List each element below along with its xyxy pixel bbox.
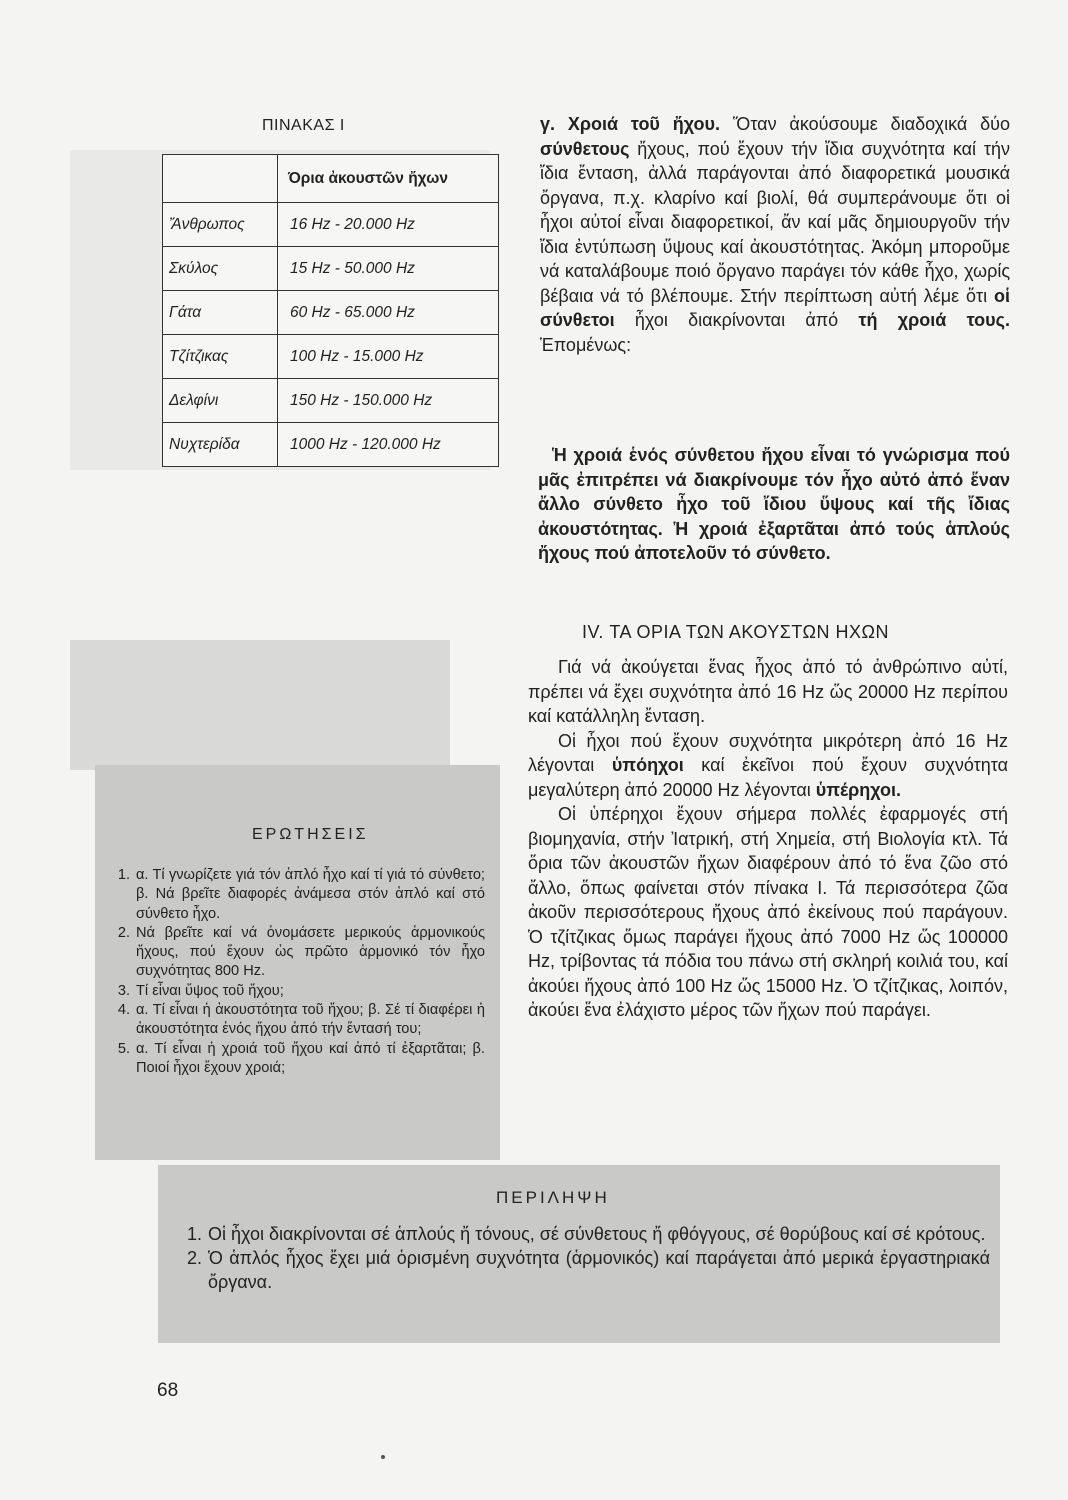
table-row — [163, 291, 499, 335]
item-number: 4. — [117, 1002, 130, 1019]
table-row — [163, 423, 499, 467]
item-text: α. Τί εἶναι ἡ χροιά τοῦ ἤχου καί ἀπό τί ἐξαρτᾶται; β. Ποιοί ἦχοι ἔχουν χροιά; — [136, 1040, 485, 1076]
hearing-limits-table — [162, 154, 499, 467]
animal-cell: Ἄνθρωπος — [163, 203, 278, 247]
page-number: 68 — [157, 1380, 179, 1401]
animal-cell: Σκύλος — [163, 247, 278, 291]
list-item — [160, 1246, 990, 1294]
range-cell: 150 Hz - 150.000 Hz — [278, 379, 499, 423]
bold-term: ὑπόηχοι — [611, 755, 684, 775]
item-number: 5. — [117, 1040, 130, 1057]
bold-term: οἱ σύνθετοι — [540, 285, 1010, 330]
bold-term: τή χροιά τους. — [858, 310, 1010, 330]
item-number: 2. — [186, 1248, 202, 1268]
list-item — [100, 1001, 485, 1040]
text-run: ἦχοι διακρίνονται ἀπό — [614, 310, 859, 330]
item-number: 1. — [186, 1224, 202, 1244]
animal-cell: Νυχτερίδα — [163, 423, 278, 467]
list-item — [160, 1222, 990, 1246]
text-run: Ἑπομένως: — [540, 334, 632, 355]
table-row — [163, 247, 499, 291]
timbre-paragraph — [540, 112, 1010, 357]
hearing-limits-text — [528, 655, 1008, 1023]
list-item — [100, 1040, 485, 1079]
paragraph: Γιά νά ἀκούγεται ἕνας ἦχος ἀπό τό ἀνθρώπινο αὐτί, πρέπει νά ἔχει συχνότητα ἀπό 16 Hz ὥς 20000 Hz περίπου καί κατάλληλη ἔνταση. — [528, 657, 1008, 726]
range-cell: 60 Hz - 65.000 Hz — [278, 291, 499, 335]
table-header-row — [163, 155, 499, 203]
list-item — [100, 982, 485, 1001]
item-number: 2. — [117, 924, 130, 941]
table-row — [163, 379, 499, 423]
item-text: Ὁ ἁπλός ἦχος ἔχει μιά ὁρισμένη συχνότητα (ἁρμονικός) καί παράγεται ἀπό μερικά ἐργαστηριακά ὄργανα. — [208, 1248, 990, 1292]
animal-cell: Δελφίνι — [163, 379, 278, 423]
item-number: 1. — [117, 867, 130, 883]
bold-term: σύνθετους — [540, 138, 630, 159]
timbre-section — [540, 112, 1010, 357]
range-cell: 15 Hz - 50.000 Hz — [278, 247, 499, 291]
timbre-heading: γ. Χροιά τοῦ ἤχου. — [540, 114, 720, 134]
text-run: Ὅταν ἀκούσουμε διαδοχικά δύο — [719, 114, 1010, 134]
table-caption: ΠΙΝΑΚΑΣ Ι — [262, 117, 345, 134]
timbre-definition: Ἡ χροιά ἑνός σύνθετου ἤχου εἶναι τό γνώρισμα πού μᾶς ἐπιτρέπει νά διακρίνουμε τόν ἦχο αὐτό ἀπό ἕναν ἄλλο σύνθετο ἦχο τοῦ ἴδιου ὕψους καί τῆς ἴδιας ἀκουστότητας. Ἡ χροιά ἐξαρτᾶται ἀπό τούς ἁπλούς ἤχους πού ἀποτελοῦν τό σύνθετο. — [538, 445, 1010, 563]
bold-term: ὑπέρηχοι. — [815, 779, 902, 800]
text-run: καί ἐκεῖνοι πού ἔχουν συχνότητα μεγαλύτερη ἀπό 20000 Hz λέγονται — [528, 755, 1008, 800]
item-text: Νά βρεῖτε καί νά ὀνομάσετε μερικούς ἁρμονικούς ἤχους, πού ἔχουν ὡς πρῶτο ἁρμονικό τόν ἦχο συχνότητας 800 Hz. — [136, 924, 485, 980]
stray-mark — [381, 1455, 385, 1459]
section-title: IV. ΤΑ ΟΡΙΑ ΤΩΝ ΑΚΟΥΣΤΩΝ ΗΧΩΝ — [582, 622, 889, 642]
item-text: Τί εἶναι ὕψος τοῦ ἤχου; — [136, 982, 284, 999]
item-number: 3. — [117, 982, 130, 999]
text-run: ἤχους, πού ἔχουν τήν ἴδια συχνότητα καί τήν ἴδια ἔνταση, ἀλλά παράγονται ἀπό διαφορετικά μουσικά ὄργανα, π.χ. κλαρίνο καί βιολί, θά συμπεράνουμε ὅτι οἱ ἦχοι αὐτοί εἶναι διαφορετικοί, ἄν καί μᾶς δημιουργοῦν τήν ἴδια ἐντύπωση ὕψους καί ἀκουστότητας. Ἀκόμη μποροῦμε νά καταλάβουμε ποιό ὄργανο παράγει τόν κάθε ἦχο, χωρίς βέβαια νά τό βλέπουμε. Στήν περίπτωση αὐτή λέμε ὅτι — [540, 138, 1010, 306]
item-text: Οἱ ἦχοι διακρίνονται σέ ἁπλούς ἤ τόνους, σέ σύνθετους ἤ φθόγγους, σέ θορύβους καί σέ κρότους. — [208, 1224, 986, 1244]
range-cell: 1000 Hz - 120.000 Hz — [278, 423, 499, 467]
text-run: Οἱ ἦχοι πού ἔχουν συχνότητα μικρότερη ἀπό 16 Hz λέγονται — [528, 730, 1008, 775]
summary-list — [160, 1222, 990, 1294]
item-text: α. Τί εἶναι ἡ ἀκουστότητα τοῦ ἤχου; β. Σέ τί διαφέρει ἡ ἀκουστότητα ἑνός ἤχου ἀπό τήν ἔντασή του; — [136, 1002, 485, 1038]
questions-list — [100, 866, 485, 1078]
table-row — [163, 203, 499, 247]
list-item — [100, 924, 485, 982]
paragraph — [528, 729, 1008, 803]
paragraph: Οἱ ὑπέρηχοι ἔχουν σήμερα πολλές ἐφαρμογές στή βιομηχανία, στήν Ἰατρική, στή Χημεία, στή Βιολογία κτλ. Τά ὅρια τῶν ἀκουστῶν ἤχων διαφέρουν ἀπό τό ἕνα ζῶο στό ἄλλο, ὅπως φαίνεται στόν πίνακα Ι. Τά περισσότερα ζῶα ἀκοῦν περισσότερους ἤχους ἀπό ἐκείνους πού παράγουν. Ὁ τζίτζικας ὅμως παράγει ἤχους ἀπό 7000 Hz ὥς 100000 Hz, τρίβοντας τά πόδια του πάνω στή σκληρή κοιλιά του, καί ἀκούει ἤχους ἀπό 100 Hz ὥς 15000 Hz. Ὁ τζίτζικας, λοιπόν, ἀκούει ἕνα ἐλάχιστο μέρος τῶν ἤχων πού παράγει. — [528, 804, 1008, 1020]
list-item — [100, 866, 485, 924]
questions-title: ΕΡΩΤΗΣΕΙΣ — [252, 826, 369, 843]
table-corner — [163, 155, 278, 203]
table-header: Όρια ἀκουστῶν ἤχων — [278, 155, 499, 203]
table-row — [163, 335, 499, 379]
animal-cell: Τζίτζικας — [163, 335, 278, 379]
summary-title: ΠΕΡΙΛΗΨΗ — [496, 1188, 610, 1207]
range-cell: 16 Hz - 20.000 Hz — [278, 203, 499, 247]
animal-cell: Γάτα — [163, 291, 278, 335]
background-photo-faint — [70, 640, 450, 770]
item-text: α. Τί γνωρίζετε γιά τόν ἁπλό ἦχο καί τί γιά τό σύνθετο; β. Νά βρεῖτε διαφορές ἀνάμεσα στόν ἁπλό καί στό σύνθετο ἦχο. — [136, 867, 485, 922]
range-cell: 100 Hz - 15.000 Hz — [278, 335, 499, 379]
